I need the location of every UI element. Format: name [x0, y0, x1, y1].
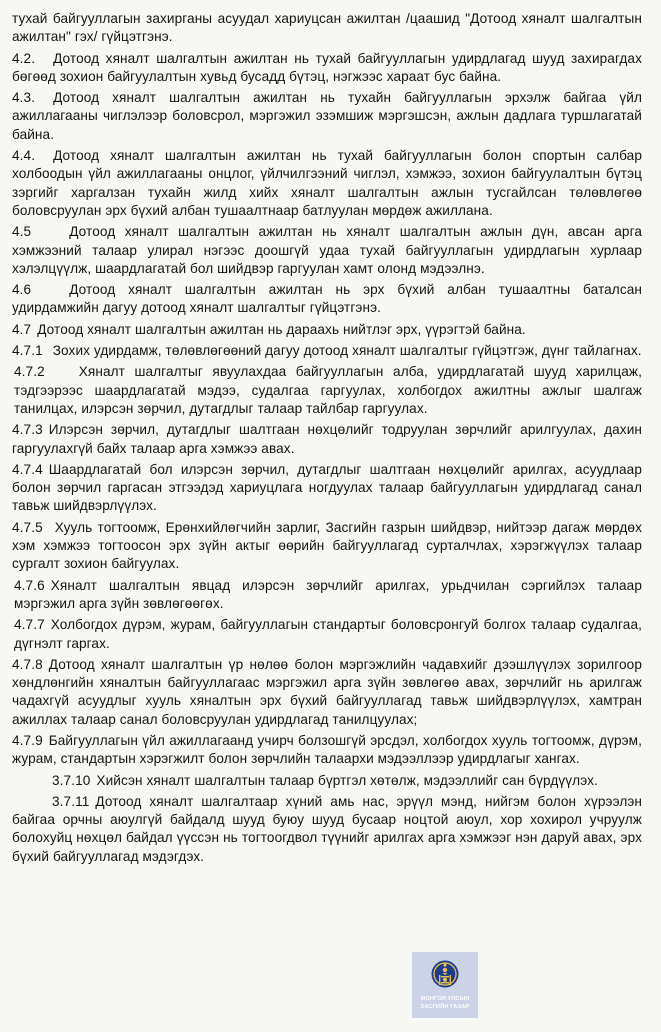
paragraph-text: Зохих удирдамж, төлөвлөгөөний дагуу дотоод хяналт шалгалтыг гүйцэтгэж, дүнг тайлагнах.	[52, 343, 642, 359]
paragraph-4-5	[12, 223, 642, 278]
paragraph-4-7-8	[12, 656, 642, 729]
clause-number: 4.7.7	[14, 617, 45, 633]
paragraph-text: Шаардлагатай бол илэрсэн зөрчил, дутагдлыг шалтгаан нөхцөлийг арилгах, асуудлаар болон зөрчил гаргасан этгээдэд хариуцлага ногдуулах талаар байгууллагын удирдлагад санал тавьж шийдвэрлүүлэх.	[12, 461, 642, 514]
paragraph-text: Дотоод хяналт шалгалтын үр нөлөө болон мэргэжлийн чадавхийг дээшлүүлэх зорилгоор хөндлөнгийн хяналтын байгууллагаас мэргэжил арга зүйн зөвлөгөө авах, зөрчлийг нь арилгаж чадахгүй асуудлыг хууль хяналтын эрх бүхий байгууллагад тавьж шийдвэрлүүлэх, хамтран ажиллах талаар санал боловсруулан удирдлагад танилцуулах;	[12, 656, 642, 727]
paragraph-4-7-4	[12, 461, 642, 516]
clause-number: 4.7.8	[12, 656, 43, 672]
clause-number: 4.7.2	[14, 364, 45, 380]
paragraph-4-7	[12, 321, 642, 339]
clause-number: 4.6	[12, 282, 32, 298]
paragraph-text: Дотоод хяналт шалгалтын ажилтан нь эрх бүхий албан тушаалтны баталсан удирдамжийн дагуу дотоод хяналт шалгалтыг гүйцэтгэнэ.	[12, 282, 642, 316]
clause-number: 4.7.4	[12, 461, 43, 477]
paragraph-3-7-11	[12, 793, 642, 866]
paragraph-4-3	[12, 89, 642, 144]
paragraph-intro	[12, 10, 642, 47]
clause-number: 4.7.3	[12, 422, 43, 438]
government-stamp	[412, 952, 478, 1018]
paragraph-text: Дотоод хяналт шалгалтын ажилтан нь хяналт шалгалтын ажлын дүн, авсан арга хэмжээний талаар улирал нэгээс доошгүй удаа тухай байгууллагын удирдлагын хурлаар хэлэлцүүлж, шаардлагатай бол шийдвэр гаргуулан хамт олонд мэдээлнэ.	[12, 224, 642, 276]
clause-number: 4.3.	[12, 90, 36, 106]
paragraph-4-7-7	[12, 616, 642, 653]
clause-number: 3.7.10	[52, 772, 91, 788]
stamp-line-2: ЗАСГИЙН ГАЗАР	[420, 1004, 470, 1010]
paragraph-4-6	[12, 281, 642, 318]
paragraph-4-7-6	[12, 577, 642, 614]
clause-number: 4.7.6	[14, 577, 45, 593]
paragraph-4-7-3	[12, 421, 642, 458]
paragraph-4-7-9	[12, 732, 642, 769]
clause-number: 3.7.11	[52, 793, 90, 809]
paragraph-4-4	[12, 147, 642, 220]
clause-number: 4.4.	[12, 148, 36, 164]
paragraph-text: Дотоод хяналт шалгалтын ажилтан нь тухай байгууллагын болон спортын салбар холбоодын үйл ажиллагааны онцлог, үйлчилгээний чиглэл, хэмжээ, зохион байгуулалтын бүтэц зэргийг харгалзан тухайн жилд хийх хяналт шалгалтын ажлын тусгайлсан төлөвлөгөө боловсруулан эрх бүхий албан тушаалтнаар батлуулан мөрдөж ажиллана.	[12, 148, 642, 218]
paragraph-text: Дотоод хяналт шалгалтын ажилтан нь тухайн байгууллагын эрхэлж байгаа үйл ажиллагааны чиглэлээр боловсрол, мэргэжил эзэмшиж мэргэшсэн, ажлын дадлага туршлагатай байна.	[12, 90, 642, 142]
clause-number: 4.5	[12, 224, 32, 240]
paragraph-text: Холбогдох дүрэм, журам, байгууллагын стандартыг боловсронгуй болгох талаар судалгаа, дүгнэлт гаргах.	[14, 617, 642, 651]
paragraph-3-7-10	[12, 772, 642, 790]
paragraph-text: Илэрсэн зөрчил, дутагдлыг шалтгаан нөхцөлийг тодруулан зөрчлийг арилгуулах, дахин гаргуулахгүй байх талаар арга хэмжээ авах.	[12, 422, 642, 456]
clause-number: 4.7	[12, 321, 32, 337]
paragraph-4-2	[12, 50, 642, 87]
paragraph-4-7-2	[12, 363, 642, 418]
stamp-line-1: МОНГОЛ УЛСЫН	[420, 996, 470, 1002]
paragraph-4-7-1	[12, 342, 642, 360]
clause-number: 4.7.5	[12, 519, 43, 535]
paragraph-text: тухай байгууллагын захирганы асуудал хариуцсан ажилтан /цаашид "Дотоод хяналт шалгалтын ажилтан" гэх/ гүйцэтгэнэ.	[12, 11, 642, 45]
soyombo-emblem-icon	[431, 955, 459, 993]
paragraph-text: Хийсэн хяналт шалгалтын талаар бүртгэл хөтөлж, мэдээллийг сан бүрдүүлэх.	[96, 772, 598, 788]
clause-number: 4.2.	[12, 50, 36, 66]
paragraph-text: Дотоод хяналт шалгалтын ажилтан нь тухай байгууллагын удирдлагад шууд захирагдах бөгөөд зохион байгуулалтын хувьд бусадд бүтэц, нэгжээс хараат бус байна.	[12, 50, 642, 84]
paragraph-text: Хяналт шалгалтыг явуулахдаа байгууллагын алба, удирдлагатай шууд харилцаж, тэдгээрээс шаардлагатай мэдээ, судалгаа гаргуулах, холбогдох ажилтны ажлыг шалгаж танилцах, илэрсэн зөрчил, дутагдлыг талаар тайлбар гаргуулах.	[14, 364, 642, 416]
paragraph-text: Дотоод хяналт шалгалтын ажилтан нь дараахь нийтлэг эрх, үүрэгтэй байна.	[37, 321, 526, 337]
clause-number: 4.7.1	[12, 343, 43, 359]
paragraph-text: Хяналт шалгалтын явцад илэрсэн зөрчлийг арилгах, урьдчилан сэргийлэх талаар мэргэжил арга зүйн зөвлөгөөгөх.	[14, 577, 642, 611]
paragraph-4-7-5	[12, 519, 642, 574]
paragraph-text: Дотоод хяналт шалгалтаар хүний амь нас, эрүүл мэнд, нийгэм болон хүрээлэн байгаа орчны аюулгүй байдалд шууд буюу шууд бусаар ноцтой аюул, хор хохирол учруулж болохуйц нөхцөл байдал үүссэн нь тогтоогдвол түүнийг арилгах арга хэмжээг нэн даруй авах, эрх бүхий байгууллагад мэдэгдэх.	[12, 793, 642, 864]
paragraph-text: Байгууллагын үйл ажиллагаанд учирч болзошгүй эрсдэл, холбогдох хууль тогтоомж, дүрэм, журам, стандартын хэрэгжилт болон зөрчлийн талаархи мэдээллээр удирдлагыг хангах.	[12, 732, 642, 767]
paragraph-text: Хууль тогтоомж, Ерөнхийлөгчийн зарлиг, Засгийн газрын шийдвэр, нийтээр дагаж мөрдөх хэм хэмжээ тогтоосон эрх зүйн актыг өөрийн байгууллагад сурталчлах, хэрэгжүүлэх талаар сургалт зохион байгуулах.	[12, 519, 642, 572]
clause-number: 4.7.9	[12, 732, 43, 748]
document-body	[12, 10, 642, 869]
